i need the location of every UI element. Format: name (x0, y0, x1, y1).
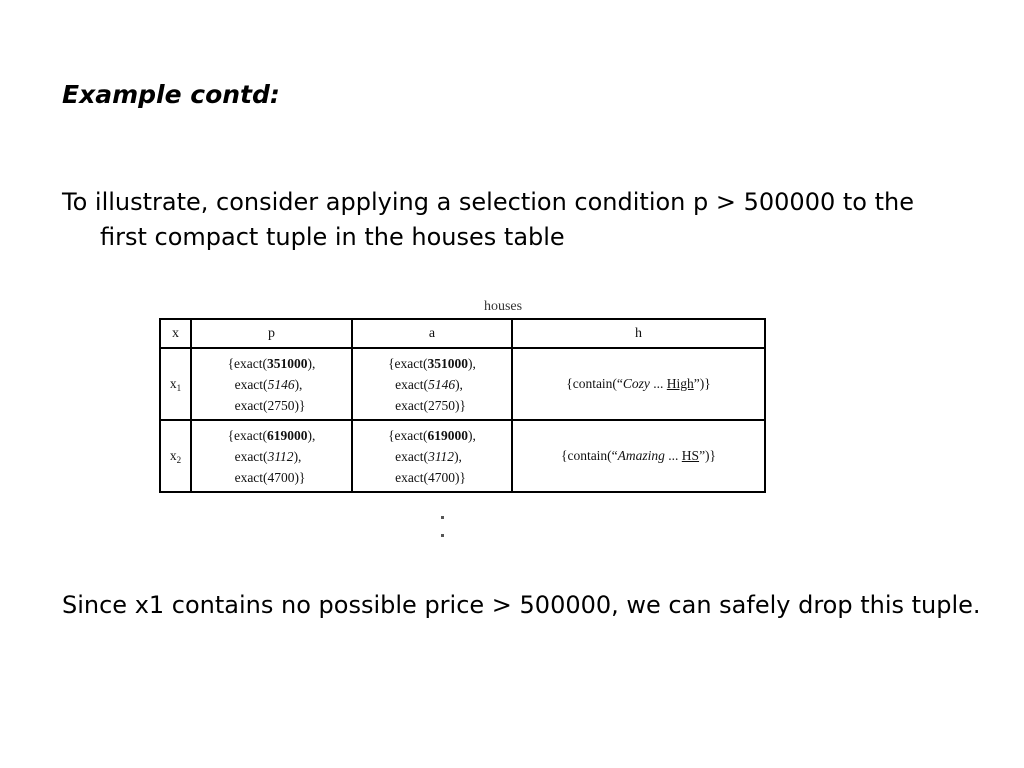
cell-h: {contain(“Amazing ... HS”)} (512, 420, 765, 492)
houses-table (159, 318, 766, 493)
cell-p: {exact(351000), exact(5146), exact(2750)} (191, 348, 352, 420)
header-p: p (191, 319, 352, 348)
header-h: h (512, 319, 765, 348)
cell-p: {exact(619000), exact(3112), exact(4700)} (191, 420, 352, 492)
cell-a: {exact(351000), exact(5146), exact(2750)} (352, 348, 512, 420)
cropped-caption-fragment (441, 506, 481, 510)
header-x: x (160, 319, 191, 348)
header-a: a (352, 319, 512, 348)
cell-x: $x_1$ (160, 348, 191, 420)
cell-h: {contain(“Cozy ... High”)} (512, 348, 765, 420)
cell-a: {exact(619000), exact(3112), exact(4700)} (352, 420, 512, 492)
intro-paragraph: To illustrate, consider applying a selection condition p > 500000 to the first compact tuple in the houses table (62, 188, 914, 251)
table-header-row (160, 319, 765, 348)
houses-table-figure (159, 298, 767, 493)
slide-title: Example contd: (62, 80, 280, 109)
table-caption: houses (483, 299, 523, 314)
table-row (160, 348, 765, 420)
conclusion-paragraph: Since x1 contains no possible price > 500000, we can safely drop this tuple. (62, 591, 981, 619)
table-row (160, 420, 765, 492)
cell-x: $x_2$ (160, 420, 191, 492)
